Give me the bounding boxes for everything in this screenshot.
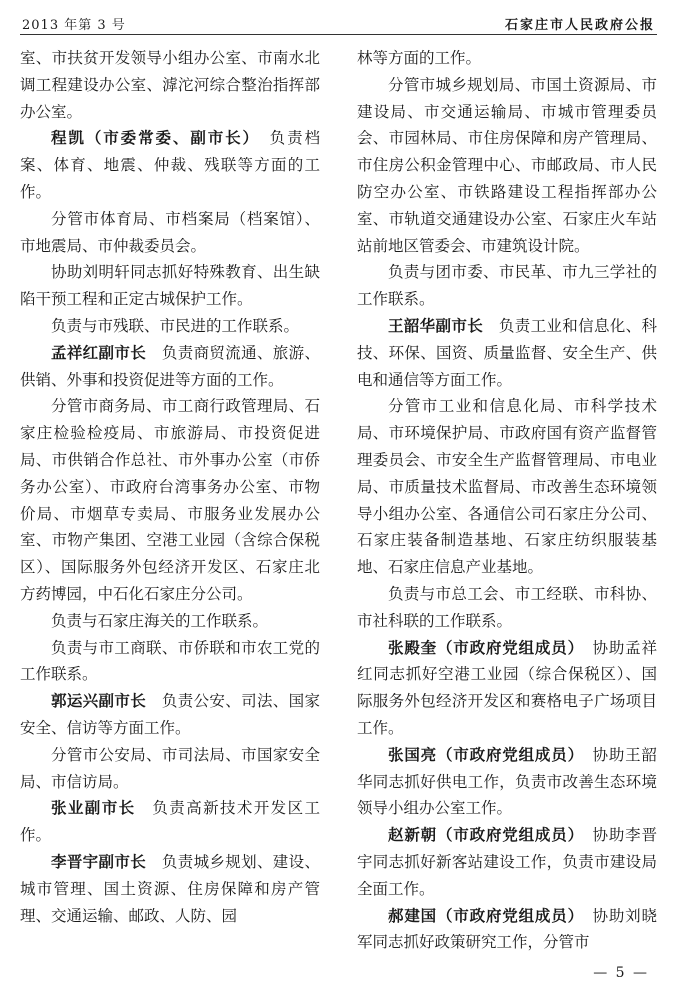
right-column bbox=[357, 45, 657, 956]
paragraph-text: 协助李晋宇同志抓好新客站建设工作，负责市建设局全面工作。 bbox=[357, 826, 657, 898]
publication-title: 石家庄市人民政府公报 bbox=[504, 18, 655, 33]
official-name: 郭运兴副市长 bbox=[51, 692, 147, 711]
paragraph bbox=[20, 635, 320, 689]
official-name: 李晋宇副市长 bbox=[51, 852, 147, 871]
official-name: 孟祥红副市长 bbox=[51, 343, 147, 362]
paragraph-text: 负责与石家庄海关的工作联系。 bbox=[51, 611, 269, 630]
paragraph-text: 负责城乡规划、建设、城市管理、国土资源、住房保障和房产管理、交通运输、邮政、人防、园 bbox=[20, 852, 320, 925]
official-name: 张业副市长 bbox=[51, 799, 136, 818]
paragraph-text: 负责工业和信息化、科技、环保、国资、质量监督、安全生产、供电和通信等方面工作。 bbox=[357, 316, 657, 389]
paragraph-text: 协助孟祥红同志抓好空港工业园（综合保税区）、国际服务外包经济开发区和赛格电子广场项目工作。 bbox=[357, 638, 657, 737]
paragraph bbox=[357, 581, 657, 635]
paragraph-text: 分管市工业和信息化局、市科学技术局、市环境保护局、市政府国有资产监督管理委员会、市安全生产监督管理局、市电业局、市质量技术监督局、市改善生态环境领导小组办公室、各通信公司石家庄分公司、石家庄装备制造基地、石家庄纺织服装基地、石家庄信息产业基地。 bbox=[357, 397, 657, 577]
paragraph bbox=[357, 259, 657, 313]
official-entry bbox=[20, 125, 320, 205]
continued-paragraph bbox=[20, 45, 320, 125]
paragraph-text: 负责档案、体育、地震、仲裁、残联等方面的工作。 bbox=[20, 129, 320, 201]
paragraph bbox=[357, 393, 657, 581]
paragraph-text: 协助刘晓军同志抓好政策研究工作，分管市 bbox=[357, 906, 657, 952]
official-entry bbox=[20, 849, 320, 929]
paragraph-text: 负责高新技术开发区工作。 bbox=[20, 799, 320, 845]
page-header bbox=[20, 8, 657, 35]
paragraph bbox=[20, 742, 320, 796]
official-entry bbox=[357, 313, 657, 393]
official-name: 赵新朝（市政府党组成员） bbox=[388, 826, 577, 845]
paragraph bbox=[20, 206, 320, 260]
paragraph-text: 分管市商务局、市工商行政管理局、石家庄检验检疫局、市旅游局、市投资促进局、市供销合作总社、市外事办公室（市侨务办公室）、市政府台湾事务办公室、市物价局、市烟草专卖局、市服务业发展办公室、市物产集团、空港工业园（含综合保税区）、国际服务外包经济开发区、石家庄北方药博园，中石化石家庄分公司。 bbox=[20, 397, 320, 603]
paragraph-text: 分管市体育局、市档案局（档案馆）、市地震局、市仲裁委员会。 bbox=[20, 209, 320, 255]
paragraph-text: 负责与市工商联、市侨联和市农工党的工作联系。 bbox=[20, 638, 320, 684]
paragraph bbox=[20, 393, 320, 607]
official-entry bbox=[20, 688, 320, 742]
continued-paragraph bbox=[357, 45, 657, 72]
official-entry bbox=[20, 795, 320, 849]
paragraph-text: 林等方面的工作。 bbox=[357, 49, 482, 67]
official-entry bbox=[357, 742, 657, 822]
paragraph-text: 协助王韶华同志抓好供电工作，负责市改善生态环境领导小组办公室工作。 bbox=[357, 745, 657, 818]
paragraph-text: 负责与团市委、市民革、市九三学社的工作联系。 bbox=[357, 263, 657, 309]
official-entry bbox=[20, 340, 320, 394]
paragraph bbox=[357, 72, 657, 260]
paragraph bbox=[20, 608, 320, 635]
paragraph-text: 负责与市总工会、市工经联、市科协、市社科联的工作联系。 bbox=[357, 584, 657, 630]
paragraph-text: 负责公安、司法、国家安全、信访等方面工作。 bbox=[20, 692, 320, 737]
issue-label: 2013 年第 3 号 bbox=[22, 18, 126, 33]
paragraph-text: 负责商贸流通、旅游、供销、外事和投资促进等方面的工作。 bbox=[20, 343, 320, 389]
paragraph bbox=[20, 313, 320, 340]
paragraph-text: 分管市城乡规划局、市国土资源局、市建设局、市交通运输局、市城市管理委员会、市园林局、市住房保障和房产管理局、市住房公积金管理中心、市邮政局、市人民防空办公室、市铁路建设工程指挥部办公室、市轨道交通建设办公室、石家庄火车站站前地区管委会、市建筑设计院。 bbox=[357, 75, 657, 255]
official-name: 程凯（市委常委、副市长） bbox=[51, 129, 253, 148]
official-entry bbox=[357, 635, 657, 742]
official-name: 郝建国（市政府党组成员） bbox=[388, 906, 577, 925]
official-entry bbox=[357, 822, 657, 902]
official-name: 王韶华副市长 bbox=[388, 316, 484, 335]
left-column bbox=[20, 45, 320, 929]
paragraph-text: 分管市公安局、市司法局、市国家安全局、市信访局。 bbox=[20, 745, 320, 791]
official-entry bbox=[357, 903, 657, 957]
page-number: — 5 — bbox=[593, 965, 649, 981]
paragraph-text: 室、市扶贫开发领导小组办公室、市南水北调工程建设办公室、滹沱河综合整治指挥部办公室。 bbox=[20, 49, 320, 121]
paragraph-text: 负责与市残联、市民进的工作联系。 bbox=[51, 316, 300, 335]
paragraph-text: 协助刘明轩同志抓好特殊教育、出生缺陷干预工程和正定古城保护工作。 bbox=[20, 263, 320, 309]
official-name: 张国亮（市政府党组成员） bbox=[388, 745, 577, 764]
paragraph bbox=[20, 259, 320, 313]
official-name: 张殿奎（市政府党组成员） bbox=[388, 638, 577, 657]
